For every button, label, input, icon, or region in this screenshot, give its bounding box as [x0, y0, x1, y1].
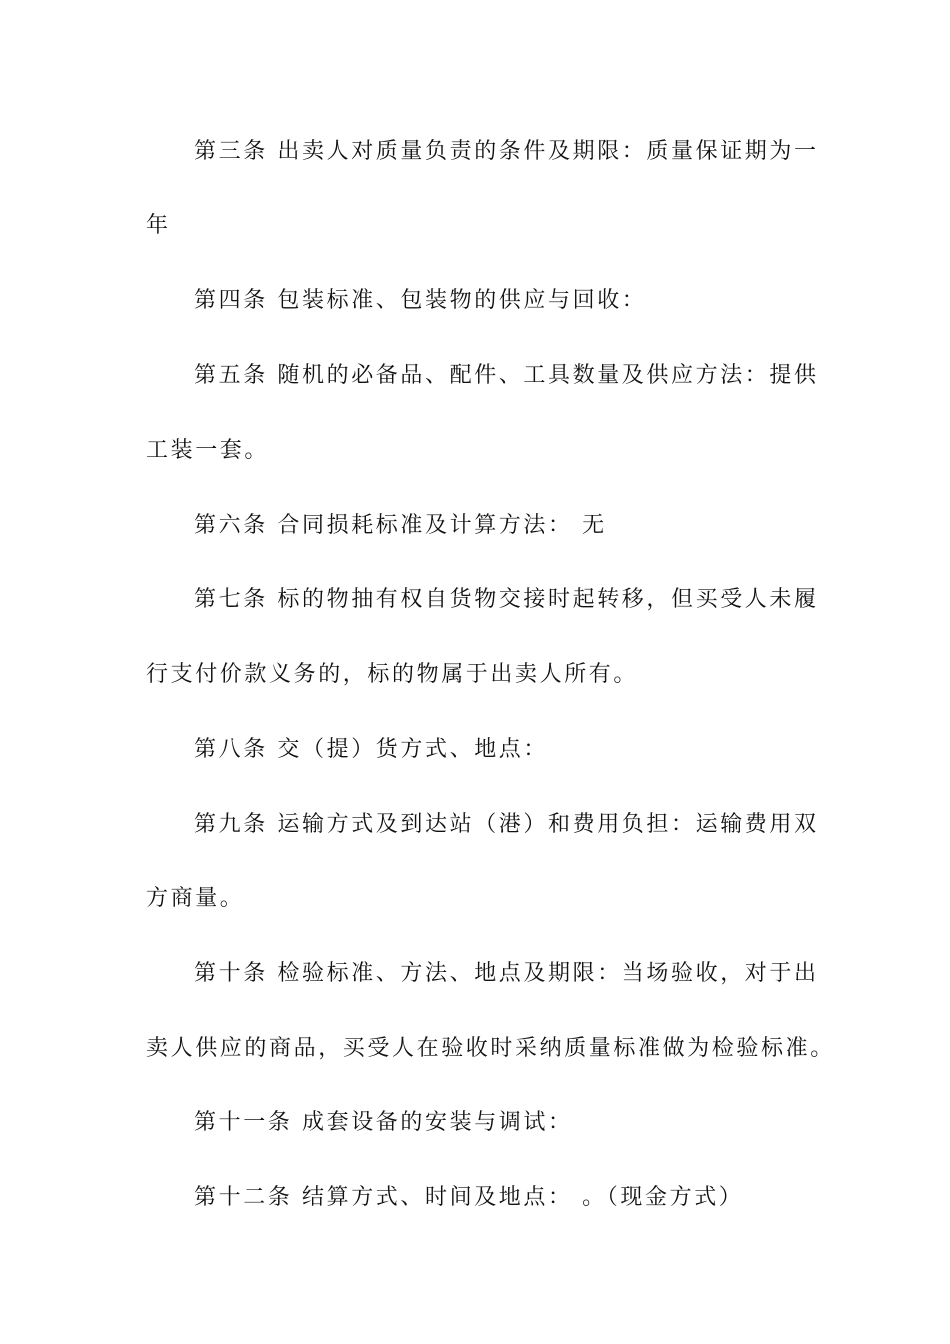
clause-5-line-2: 工装一套。	[146, 438, 270, 463]
clause-7-line-2: 行支付价款义务的，标的物属于出卖人所有。	[146, 662, 639, 687]
clause-3-line-1: 第三条 出卖人对质量负责的条件及期限：质量保证期为一	[194, 139, 819, 164]
clause-8-line-1: 第八条 交（提）货方式、地点：	[194, 737, 548, 762]
clause-6-line-1: 第六条 合同损耗标准及计算方法： 无	[194, 513, 607, 538]
clause-10-line-2: 卖人供应的商品，买受人在验收时采纳质量标准做为检验标准。	[146, 1036, 835, 1061]
clause-11-line-1: 第十一条 成套设备的安装与调试：	[194, 1110, 573, 1135]
clause-5-line-1: 第五条 随机的必备品、配件、工具数量及供应方法：提供	[194, 363, 819, 388]
clause-10-line-1: 第十条 检验标准、方法、地点及期限：当场验收，对于出	[194, 961, 819, 986]
clause-4-line-1: 第四条 包装标准、包装物的供应与回收：	[194, 288, 647, 313]
clause-9-line-2: 方商量。	[146, 886, 245, 911]
clause-9-line-1: 第九条 运输方式及到达站（港）和费用负担：运输费用双	[194, 812, 819, 837]
clause-7-line-1: 第七条 标的物抽有权自货物交接时起转移，但买受人未履	[194, 587, 819, 612]
clause-3-line-2: 年	[146, 213, 171, 238]
clause-12-line-1: 第十二条 结算方式、时间及地点： 。（现金方式）	[194, 1185, 744, 1210]
